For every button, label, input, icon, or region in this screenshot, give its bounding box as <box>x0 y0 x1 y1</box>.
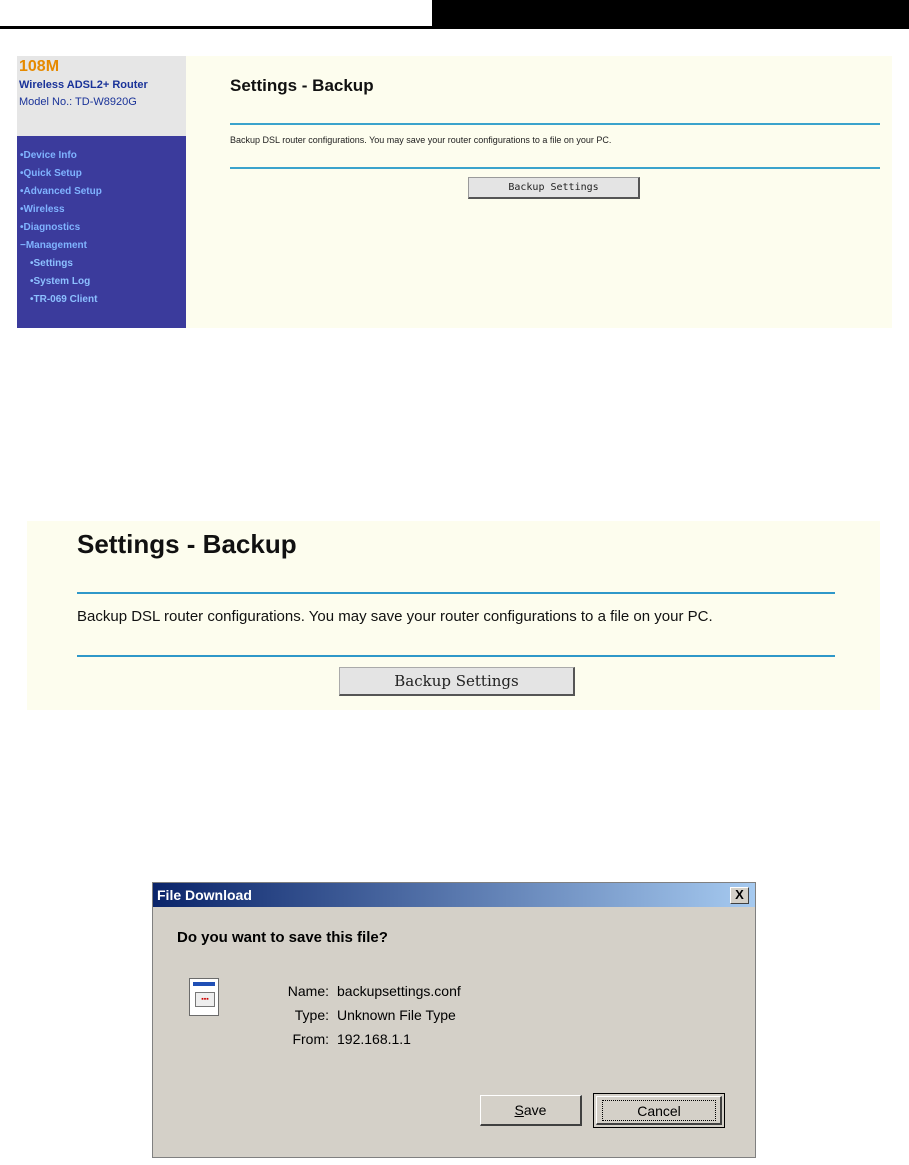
main-content <box>230 56 890 328</box>
page-title: Settings - Backup <box>77 529 297 559</box>
backup-settings-button[interactable]: Backup Settings <box>339 667 575 696</box>
sidebar-item-management[interactable]: −Management <box>20 240 87 251</box>
dialog-title: File Download <box>157 887 252 903</box>
dialog-question: Do you want to save this file? <box>177 929 388 946</box>
brand-block <box>17 56 186 136</box>
brand-name: 108M <box>19 58 60 75</box>
header-rule <box>0 26 909 29</box>
backup-section-zoomed <box>27 521 880 710</box>
sidebar-item-wireless[interactable]: •Wireless <box>20 204 65 215</box>
save-button[interactable]: S ave <box>480 1095 582 1126</box>
brand-model: Model No.: TD-W8920G <box>19 96 137 108</box>
file-download-dialog <box>152 882 756 1158</box>
router-page-screenshot <box>17 56 892 328</box>
name-value: backupsettings.conf <box>337 983 461 999</box>
from-value: 192.168.1.1 <box>337 1031 411 1047</box>
cancel-button[interactable]: Cancel <box>593 1093 725 1128</box>
sidebar-item-system-log[interactable]: •System Log <box>30 276 91 287</box>
page-description: Backup DSL router configurations. You may save your router configurations to a file on your PC. <box>230 135 612 145</box>
sidebar-item-advanced-setup[interactable]: •Advanced Setup <box>20 186 102 197</box>
type-value: Unknown File Type <box>337 1007 456 1023</box>
type-label: Type: <box>294 1007 329 1023</box>
divider <box>77 655 835 657</box>
page-title: Settings - Backup <box>230 76 374 95</box>
brand-product: Wireless ADSL2+ Router <box>19 79 148 91</box>
sidebar-item-settings[interactable]: •Settings <box>30 258 73 269</box>
divider <box>230 123 880 125</box>
backup-settings-button[interactable]: Backup Settings <box>468 177 640 199</box>
sidebar <box>17 56 186 328</box>
sidebar-item-tr069-client[interactable]: •TR-069 Client <box>30 294 98 305</box>
sidebar-item-diagnostics[interactable]: •Diagnostics <box>20 222 81 233</box>
from-label: From: <box>292 1031 329 1047</box>
close-icon[interactable]: X <box>730 887 749 904</box>
sidebar-item-quick-setup[interactable]: •Quick Setup <box>20 168 82 179</box>
page-description: Backup DSL router configurations. You may save your router configurations to a file on your PC. <box>77 608 713 625</box>
header-black-bar <box>432 0 909 26</box>
sidebar-item-device-info[interactable]: •Device Info <box>20 150 77 161</box>
name-label: Name: <box>287 983 329 999</box>
divider <box>77 592 835 594</box>
sidebar-nav <box>17 136 186 328</box>
dialog-titlebar[interactable] <box>153 883 755 907</box>
divider <box>230 167 880 169</box>
file-icon: ▪▪▪ <box>189 978 219 1016</box>
